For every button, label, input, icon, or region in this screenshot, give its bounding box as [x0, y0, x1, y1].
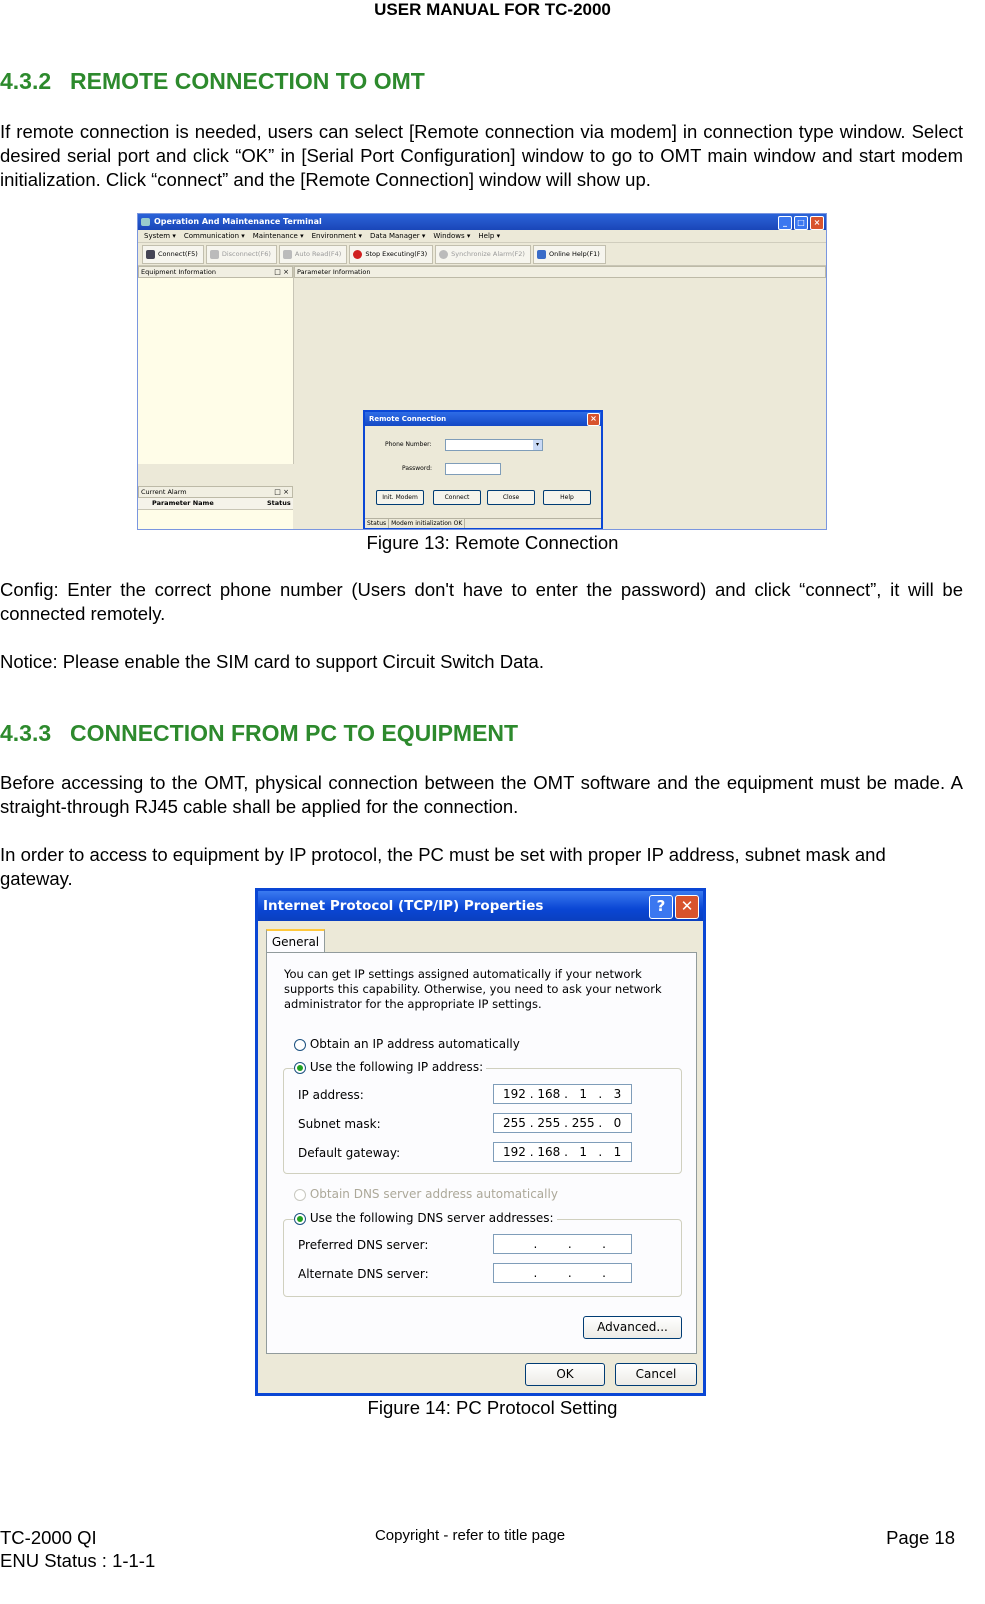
obtain-dns-auto-option[interactable]: Obtain DNS server address automatically	[294, 1187, 558, 1201]
menu-environment[interactable]: Environment ▾	[311, 232, 363, 240]
paragraph: Before accessing to the OMT, physical connection between the OMT software and the equipment must be made. A straight-through RJ45 cable shall be applied for the connection.	[0, 772, 963, 817]
tab-general[interactable]: General	[266, 929, 325, 953]
app-icon	[141, 218, 150, 226]
maximize-icon[interactable]: □	[794, 216, 808, 230]
figure-caption: Figure 13: Remote Connection	[366, 532, 619, 553]
password-field[interactable]	[445, 463, 501, 475]
section-heading-4-3-2	[0, 68, 425, 95]
tab-panel	[266, 952, 697, 1354]
panel-controls[interactable]: □ ×	[274, 488, 289, 496]
panel-controls[interactable]: □ ×	[274, 268, 289, 276]
help-icon[interactable]: ?	[649, 895, 673, 919]
phone-number-combo[interactable]	[445, 439, 543, 451]
paragraph: If remote connection is needed, users can select [Remote connection via modem] in connection type window. Select desired serial port and click “OK” in [Serial Port Configuration] window to go to OMT main window and start modem initialization. Click “connect” and the [Remote Connection] window will show up.	[0, 121, 963, 190]
section-number: 4.3.2	[0, 68, 52, 94]
advanced-button[interactable]: Advanced...	[583, 1316, 682, 1339]
menu-maintenance[interactable]: Maintenance ▾	[252, 232, 304, 240]
synchronize-alarm-button[interactable]: Synchronize Alarm(F2)	[435, 245, 531, 264]
ip-address-label: IP address:	[298, 1088, 364, 1102]
toolbar	[138, 243, 826, 266]
disconnect-button[interactable]: Disconnect(F6)	[206, 245, 277, 264]
alternate-dns-label: Alternate DNS server:	[298, 1267, 429, 1281]
footer-page-number: Page 18	[886, 1527, 955, 1548]
section-heading-4-3-3	[0, 720, 518, 747]
cancel-button[interactable]: Cancel	[615, 1363, 697, 1386]
alarm-columns	[138, 498, 293, 510]
radio-obtain-dns[interactable]	[294, 1189, 306, 1201]
equipment-panel	[138, 266, 294, 464]
remote-connection-dialog	[363, 410, 603, 530]
connect-button[interactable]: Connect	[433, 490, 481, 505]
alternate-dns-field[interactable]: . . .	[493, 1263, 632, 1283]
omt-window-title: Operation And Maintenance Terminal	[154, 217, 322, 226]
phone-number-label: Phone Number:	[385, 441, 432, 448]
init-modem-button[interactable]: Init. Modem	[376, 490, 424, 505]
dialog-title: Internet Protocol (TCP/IP) Properties	[263, 898, 544, 914]
section-title: REMOTE CONNECTION TO OMT	[70, 68, 425, 94]
footer-copyright: Copyright - refer to title page	[374, 1527, 566, 1544]
figure-caption: Figure 14: PC Protocol Setting	[367, 1397, 618, 1418]
auto-read-button[interactable]: Auto Read(F4)	[279, 245, 347, 264]
online-help-button[interactable]: Online Help(F1)	[533, 245, 606, 264]
help-icon	[537, 250, 546, 259]
preferred-dns-field[interactable]: . . .	[493, 1234, 632, 1254]
menu-help[interactable]: Help ▾	[478, 232, 501, 240]
sync-icon	[439, 250, 448, 259]
status-label: Status	[365, 519, 389, 528]
default-gateway-label: Default gateway:	[298, 1146, 401, 1160]
omt-window	[137, 213, 827, 530]
ok-button[interactable]: OK	[525, 1363, 605, 1386]
close-button[interactable]: Close	[487, 490, 535, 505]
radio-obtain-ip[interactable]	[294, 1039, 306, 1051]
column-header[interactable]: Status	[267, 499, 291, 507]
subnet-mask-label: Subnet mask:	[298, 1117, 381, 1131]
password-label: Password:	[402, 465, 433, 472]
chevron-down-icon[interactable]: ▾	[533, 440, 542, 450]
tcp-ip-properties-dialog	[255, 888, 706, 1396]
radio-use-ip[interactable]	[294, 1062, 306, 1074]
paragraph: Config: Enter the correct phone number (Users don't have to enter the password) and click “connect”, it will be connected remotely.	[0, 579, 963, 624]
close-icon[interactable]: ✕	[675, 895, 699, 919]
footer-doc-id: TC-2000 QI	[0, 1527, 97, 1548]
footer-status: ENU Status : 1-1-1	[0, 1550, 156, 1571]
dialog-title-bar: Remote Connection ×	[365, 412, 601, 426]
help-button[interactable]: Help	[543, 490, 591, 505]
close-icon[interactable]: ×	[810, 216, 824, 230]
minimize-icon[interactable]: _	[778, 216, 792, 230]
status-value: Modem initialization OK	[389, 519, 465, 528]
menu-data-manager[interactable]: Data Manager ▾	[370, 232, 426, 240]
ip-address-field[interactable]: 192 . 168 . 1 . 3	[493, 1084, 632, 1104]
column-header[interactable]: Parameter Name	[152, 499, 214, 507]
auto-read-icon	[283, 250, 292, 259]
equipment-panel-header: Equipment Information □ ×	[138, 266, 293, 278]
menu-windows[interactable]: Windows ▾	[433, 232, 471, 240]
connect-icon	[146, 250, 155, 259]
obtain-ip-auto-option[interactable]: Obtain an IP address automatically	[294, 1037, 520, 1051]
radio-use-dns[interactable]	[294, 1213, 306, 1225]
paragraph: Notice: Please enable the SIM card to support Circuit Switch Data.	[0, 651, 544, 672]
dns-group	[283, 1219, 682, 1297]
stop-executing-button[interactable]: Stop Executing(F3)	[349, 245, 433, 264]
status-bar	[365, 518, 601, 528]
parameter-panel-header: Parameter Information	[294, 266, 826, 278]
disconnect-icon	[210, 250, 219, 259]
current-alarm-panel	[138, 486, 293, 530]
section-title: CONNECTION FROM PC TO EQUIPMENT	[70, 720, 519, 746]
document-header: USER MANUAL FOR TC-2000	[374, 0, 611, 19]
dialog-title-bar	[258, 891, 703, 921]
close-icon[interactable]: ×	[587, 413, 600, 426]
intro-text: You can get IP settings assigned automatically if your network supports this capability. Otherwise, you need to ask your network administrator for the appropriate IP settings.	[284, 967, 662, 1011]
omt-title-bar	[138, 214, 826, 230]
subnet-mask-field[interactable]: 255 . 255 . 255 . 0	[493, 1113, 632, 1133]
menu-system[interactable]: System ▾	[144, 232, 176, 240]
paragraph: In order to access to equipment by IP protocol, the PC must be set with proper IP address, subnet mask and gateway.	[0, 844, 886, 889]
connect-button[interactable]: Connect(F5)	[142, 245, 204, 264]
preferred-dns-label: Preferred DNS server:	[298, 1238, 429, 1252]
section-number: 4.3.3	[0, 720, 52, 746]
menu-bar	[138, 230, 826, 243]
default-gateway-field[interactable]: 192 . 168 . 1 . 1	[493, 1142, 632, 1162]
menu-communication[interactable]: Communication ▾	[183, 232, 245, 240]
use-following-ip-option[interactable]: Use the following IP address:	[294, 1060, 486, 1074]
use-following-dns-option[interactable]: Use the following DNS server addresses:	[294, 1211, 557, 1225]
alarm-panel-header: Current Alarm □ ×	[138, 486, 293, 498]
stop-icon	[353, 250, 362, 259]
